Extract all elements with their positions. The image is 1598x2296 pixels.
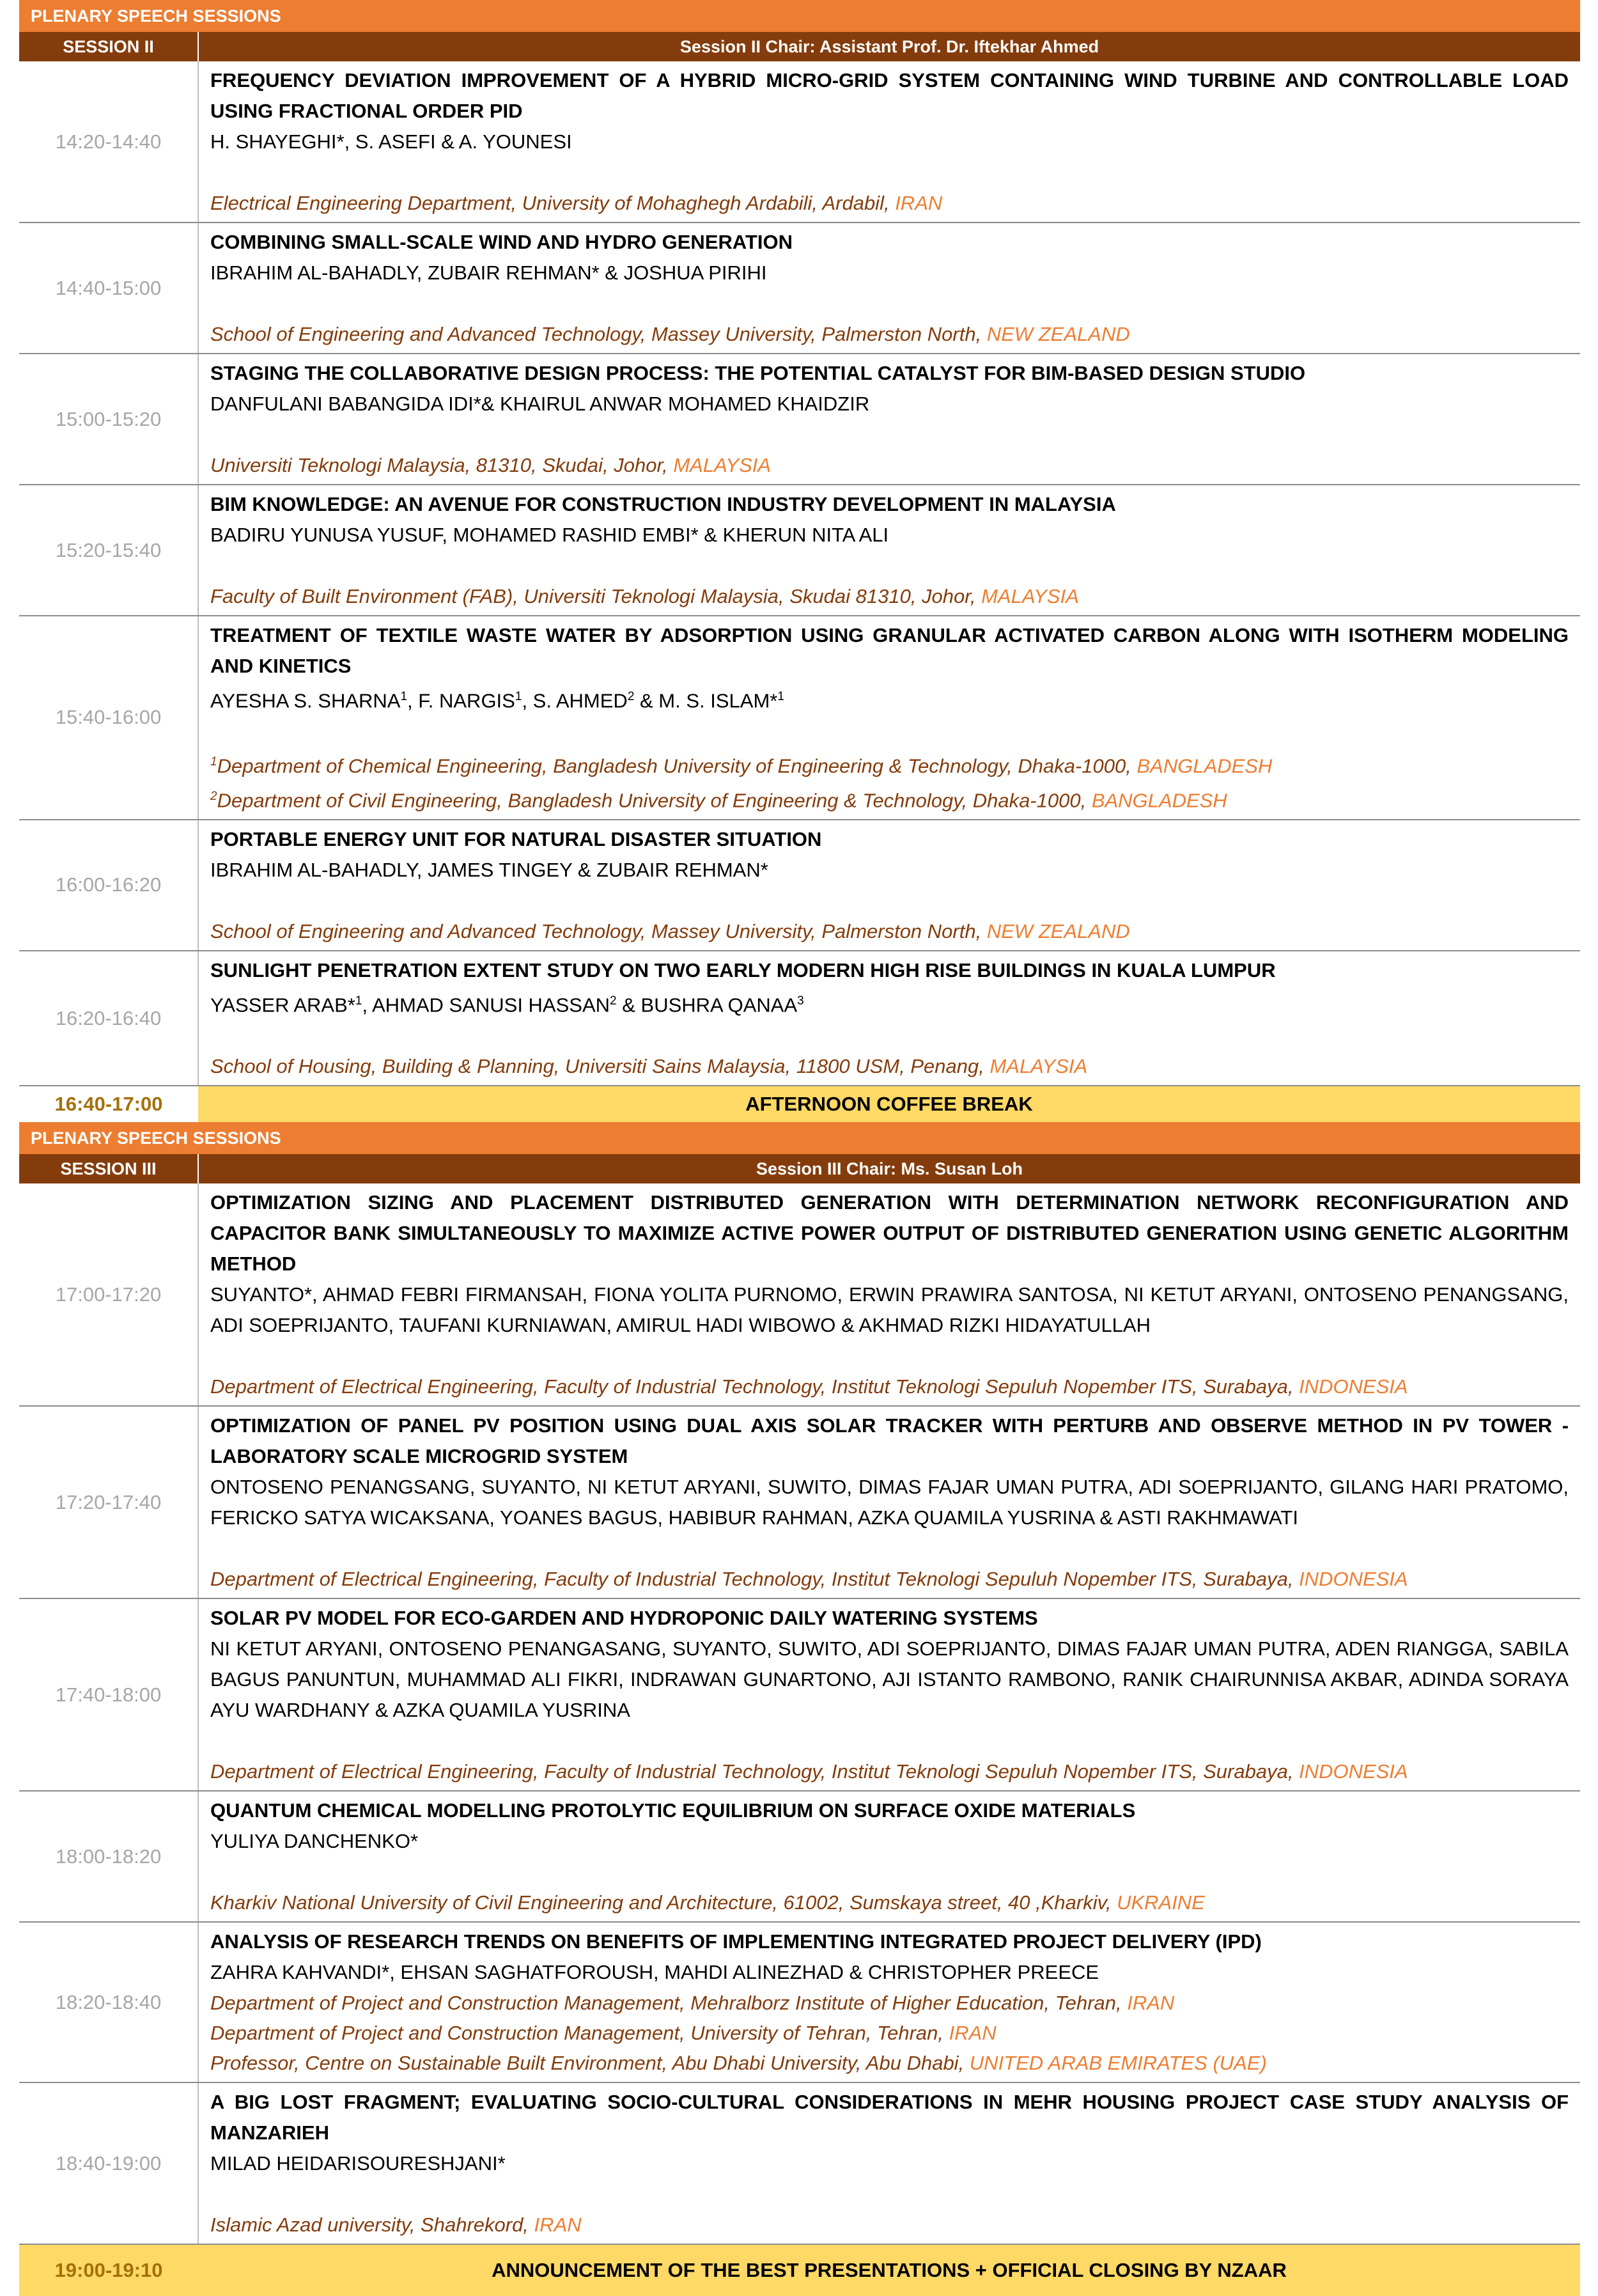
paper-authors: ZAHRA KAHVANDI*, EHSAN SAGHATFOROUSH, MAHDI ALINEZHAD & CHRISTOPHER PREECE bbox=[210, 1961, 1099, 1984]
spacer bbox=[210, 1341, 1569, 1371]
author-name: AYESHA S. SHARNA bbox=[210, 689, 401, 712]
affiliation-institution: Department of Project and Construction Management, University of Tehran, Tehran, bbox=[210, 2022, 949, 2045]
spacer bbox=[210, 1857, 1569, 1887]
paper-time: 16:20-16:40 bbox=[19, 951, 198, 1086]
author-name: & BUSHRA QANAA bbox=[616, 994, 798, 1017]
paper-details bbox=[198, 354, 1580, 485]
affiliation-country: BANGLADESH bbox=[1136, 754, 1273, 777]
affiliation-institution: Electrical Engineering Department, University of Mohaghegh Ardabili, Ardabil, bbox=[210, 192, 896, 214]
author-affiliation-mark: 1 bbox=[400, 690, 408, 703]
paper-time: 16:00-16:20 bbox=[19, 820, 198, 951]
paper-affiliation bbox=[210, 581, 1569, 611]
paper-title: QUANTUM CHEMICAL MODELLING PROTOLYTIC EQUILIBRIUM ON SURFACE OXIDE MATERIALS bbox=[210, 1799, 1136, 1822]
paper-authors: IBRAHIM AL-BAHADLY, ZUBAIR REHMAN* & JOSHUA PIRIHI bbox=[210, 262, 767, 284]
paper-time: 17:00-17:20 bbox=[19, 1183, 198, 1406]
affiliation-institution: Universiti Teknologi Malaysia, 81310, Skudai, Johor, bbox=[210, 454, 674, 476]
affiliation-institution: Islamic Azad university, Shahrekord, bbox=[210, 2214, 534, 2237]
paper-affiliation bbox=[210, 188, 1569, 218]
affiliation-country: MALAYSIA bbox=[981, 585, 1079, 607]
paper-authors bbox=[210, 986, 1569, 1020]
affiliation-institution: Department of Electrical Engineering, Faculty of Industrial Technology, Institut Teknologi Sepuluh Nopember ITS, Surabaya, bbox=[210, 1375, 1299, 1398]
spacer bbox=[210, 551, 1569, 581]
paper-title: OPTIMIZATION OF PANEL PV POSITION USING DUAL AXIS SOLAR TRACKER WITH PERTURB AND OBSERVE METHOD IN PV TOWER - LABORATORY SCALE MICROGRID SYSTEM bbox=[210, 1414, 1569, 1468]
affiliation-institution: Kharkiv National University of Civil Engineering and Architecture, 61002, Sumskaya street, 40 ,Kharkiv, bbox=[210, 1891, 1117, 1914]
paper-authors: YULIYA DANCHENKO* bbox=[210, 1830, 419, 1853]
paper-affiliation bbox=[210, 1756, 1569, 1786]
paper-authors: ONTOSENO PENANGSANG, SUYANTO, NI KETUT ARYANI, SUWITO, DIMAS FAJAR UMAN PUTRA, ADI SOEPRIJANTO, GILANG HARI PRATOMO, FERICKO SATYA WICAKSANA, YOANES BAGUS, HABIBUR RAHMAN, AZKA QUAMILA YUSRINA & ASTI RAKHMAWATI bbox=[210, 1476, 1569, 1529]
author-affiliation-mark: 3 bbox=[797, 994, 804, 1008]
affiliation-country: MALAYSIA bbox=[673, 454, 772, 476]
author-affiliation-mark: 2 bbox=[610, 994, 617, 1008]
paper-details bbox=[198, 1406, 1580, 1598]
paper-details bbox=[198, 951, 1580, 1086]
paper-affiliation bbox=[210, 2210, 1569, 2240]
affiliation-country: UKRAINE bbox=[1117, 1891, 1205, 1914]
plenary-header bbox=[19, 0, 1580, 32]
paper-row bbox=[19, 951, 1580, 1086]
paper-details bbox=[198, 1598, 1580, 1791]
coffee-break-label: AFTERNOON COFFEE BREAK bbox=[198, 1086, 1580, 1122]
paper-affiliation bbox=[210, 781, 1569, 815]
affiliation-country: IRAN bbox=[534, 2214, 582, 2237]
spacer bbox=[210, 1726, 1569, 1756]
paper-row bbox=[19, 1922, 1580, 2082]
paper-details bbox=[198, 485, 1580, 616]
paper-details bbox=[198, 1183, 1580, 1406]
paper-title: FREQUENCY DEVIATION IMPROVEMENT OF A HYBRID MICRO-GRID SYSTEM CONTAINING WIND TURBINE AND CONTROLLABLE LOAD USING FRACTIONAL ORDER PID bbox=[210, 69, 1569, 122]
author-name: , F. NARGIS bbox=[407, 689, 515, 712]
program-schedule bbox=[19, 0, 1580, 2296]
affiliation-country: MALAYSIA bbox=[989, 1055, 1088, 1078]
paper-row bbox=[19, 61, 1580, 223]
paper-affiliation bbox=[210, 1988, 1569, 2018]
author-affiliation-mark: 1 bbox=[355, 994, 362, 1008]
affiliation-country: UNITED ARAB EMIRATES (UAE) bbox=[969, 2052, 1267, 2075]
paper-title: OPTIMIZATION SIZING AND PLACEMENT DISTRIBUTED GENERATION WITH DETERMINATION NETWORK RECONFIGURATION AND CAPACITOR BANK SIMULTANEOUSLY TO MAXIMIZE ACTIVE POWER OUTPUT OF DISTRIBUTED GENERATION USING GENETIC ALGORITHM METHOD bbox=[210, 1191, 1569, 1276]
paper-authors: BADIRU YUNUSA YUSUF, MOHAMED RASHID EMBI* & KHERUN NITA ALI bbox=[210, 524, 889, 546]
paper-affiliation bbox=[210, 1887, 1569, 1917]
affiliation-country: INDONESIA bbox=[1299, 1760, 1408, 1783]
paper-authors: IBRAHIM AL-BAHADLY, JAMES TINGEY & ZUBAIR REHMAN* bbox=[210, 858, 768, 881]
paper-affiliation bbox=[210, 319, 1569, 349]
paper-title: A BIG LOST FRAGMENT; EVALUATING SOCIO-CULTURAL CONSIDERATIONS IN MEHR HOUSING PROJECT CASE STUDY ANALYSIS OF MANZARIEH bbox=[210, 2091, 1569, 2144]
paper-time: 15:00-15:20 bbox=[19, 354, 198, 485]
paper-affiliation bbox=[210, 2048, 1569, 2078]
affiliation-mark: 2 bbox=[210, 789, 217, 803]
paper-authors: SUYANTO*, AHMAD FEBRI FIRMANSAH, FIONA YOLITA PURNOMO, ERWIN PRAWIRA SANTOSA, NI KETUT ARYANI, ONTOSENO PENANGSANG, ADI SOEPRIJANTO, TAUFANI KURNIAWAN, AMIRUL HADI WIBOWO & AKHMAD RIZKI HIDAYATULLAH bbox=[210, 1283, 1569, 1337]
affiliation-mark: 1 bbox=[210, 755, 217, 769]
spacer bbox=[210, 1533, 1569, 1564]
paper-authors bbox=[210, 682, 1569, 716]
paper-authors: DANFULANI BABANGIDA IDI*& KHAIRUL ANWAR MOHAMED KHAIDZIR bbox=[210, 393, 870, 415]
spacer bbox=[210, 2179, 1569, 2210]
affiliation-institution: Professor, Centre on Sustainable Built Environment, Abu Dhabi University, Abu Dhabi, bbox=[210, 2052, 970, 2075]
author-name: YASSER ARAB* bbox=[210, 994, 355, 1017]
affiliation-country: IRAN bbox=[895, 192, 943, 214]
spacer bbox=[210, 419, 1569, 450]
paper-title: TREATMENT OF TEXTILE WASTE WATER BY ADSORPTION USING GRANULAR ACTIVATED CARBON ALONG WITH ISOTHERM MODELING AND KINETICS bbox=[210, 624, 1569, 677]
affiliation-institution: School of Engineering and Advanced Technology, Massey University, Palmerston North, bbox=[210, 919, 987, 942]
session-name: SESSION III bbox=[19, 1154, 198, 1183]
paper-time: 18:40-19:00 bbox=[19, 2082, 198, 2244]
paper-row bbox=[19, 1406, 1580, 1598]
paper-details bbox=[198, 1922, 1580, 2082]
paper-affiliation bbox=[210, 916, 1569, 946]
paper-row bbox=[19, 223, 1580, 354]
closing-row bbox=[19, 2244, 1580, 2296]
affiliation-country: NEW ZEALAND bbox=[986, 323, 1130, 345]
affiliation-institution: Department of Electrical Engineering, Faculty of Industrial Technology, Institut Teknologi Sepuluh Nopember ITS, Surabaya, bbox=[210, 1760, 1299, 1783]
coffee-break-row bbox=[19, 1086, 1580, 1122]
author-affiliation-mark: 1 bbox=[777, 690, 784, 703]
affiliation-country: IRAN bbox=[1127, 1992, 1175, 2015]
spacer bbox=[210, 157, 1569, 188]
affiliation-institution: Department of Civil Engineering, Bangladesh University of Engineering & Technology, Dhaka-1000, bbox=[217, 788, 1092, 811]
session-name: SESSION II bbox=[19, 32, 198, 61]
spacer bbox=[210, 716, 1569, 747]
paper-time: 14:40-15:00 bbox=[19, 223, 198, 354]
author-affiliation-mark: 1 bbox=[515, 690, 522, 703]
paper-title: COMBINING SMALL-SCALE WIND AND HYDRO GENERATION bbox=[210, 231, 793, 253]
session-chair: Session III Chair: Ms. Susan Loh bbox=[198, 1154, 1580, 1183]
spacer bbox=[210, 1020, 1569, 1051]
paper-authors: NI KETUT ARYANI, ONTOSENO PENANGASANG, SUYANTO, SUWITO, ADI SOEPRIJANTO, DIMAS FAJAR UMAN PUTRA, ADEN RIANGGA, SABILA BAGUS PANUNTUN, MUHAMMAD ALI FIKRI, INDRAWAN GUNARTONO, AJI ISTANTO RAMBONO, RANIK CHAIRUNNISA AKBAR, ADINDA SORAYA AYU WARDHANY & AZKA QUAMILA YUSRINA bbox=[210, 1637, 1569, 1722]
paper-title: SOLAR PV MODEL FOR ECO-GARDEN AND HYDROPONIC DAILY WATERING SYSTEMS bbox=[210, 1607, 1038, 1630]
affiliation-institution: Department of Project and Construction Management, Mehralborz Institute of Higher Education, Tehran, bbox=[210, 1992, 1128, 2015]
paper-title: ANALYSIS OF RESEARCH TRENDS ON BENEFITS OF IMPLEMENTING INTEGRATED PROJECT DELIVERY (IPD) bbox=[210, 1930, 1262, 1953]
plenary-header bbox=[19, 1122, 1580, 1154]
spacer bbox=[210, 288, 1569, 319]
paper-row bbox=[19, 1183, 1580, 1406]
affiliation-institution: Department of Chemical Engineering, Bangladesh University of Engineering & Technology, Dhaka-1000, bbox=[217, 754, 1137, 777]
paper-details bbox=[198, 820, 1580, 951]
affiliation-institution: School of Engineering and Advanced Technology, Massey University, Palmerston North, bbox=[210, 323, 987, 345]
paper-time: 15:40-16:00 bbox=[19, 616, 198, 820]
schedule-table bbox=[19, 0, 1580, 2296]
paper-row bbox=[19, 820, 1580, 951]
author-name: , S. AHMED bbox=[522, 689, 628, 712]
paper-title: PORTABLE ENERGY UNIT FOR NATURAL DISASTER SITUATION bbox=[210, 827, 822, 850]
paper-details bbox=[198, 61, 1580, 223]
affiliation-country: INDONESIA bbox=[1299, 1375, 1408, 1398]
session-header bbox=[19, 1154, 1580, 1183]
author-name: , AHMAD SANUSI HASSAN bbox=[362, 994, 610, 1017]
paper-row bbox=[19, 354, 1580, 485]
paper-time: 17:20-17:40 bbox=[19, 1406, 198, 1598]
paper-title: BIM KNOWLEDGE: AN AVENUE FOR CONSTRUCTION INDUSTRY DEVELOPMENT IN MALAYSIA bbox=[210, 493, 1116, 515]
plenary-label: PLENARY SPEECH SESSIONS bbox=[19, 1122, 1580, 1154]
paper-row bbox=[19, 616, 1580, 820]
paper-affiliation bbox=[210, 1371, 1569, 1402]
paper-details bbox=[198, 616, 1580, 820]
paper-time: 14:20-14:40 bbox=[19, 61, 198, 223]
author-name: & M. S. ISLAM* bbox=[634, 689, 778, 712]
paper-time: 17:40-18:00 bbox=[19, 1598, 198, 1791]
affiliation-country: BANGLADESH bbox=[1091, 788, 1227, 811]
affiliation-country: INDONESIA bbox=[1299, 1568, 1408, 1591]
affiliation-country: IRAN bbox=[949, 2022, 997, 2045]
paper-row bbox=[19, 1791, 1580, 1922]
paper-affiliation bbox=[210, 747, 1569, 781]
closing-time: 19:00-19:10 bbox=[19, 2244, 198, 2296]
paper-authors: MILAD HEIDARISOURESHJANI* bbox=[210, 2152, 506, 2175]
session-chair: Session II Chair: Assistant Prof. Dr. Iftekhar Ahmed bbox=[198, 32, 1580, 61]
paper-affiliation bbox=[210, 2018, 1569, 2048]
author-affiliation-mark: 2 bbox=[627, 690, 635, 703]
paper-affiliation bbox=[210, 450, 1569, 480]
paper-row bbox=[19, 1598, 1580, 1791]
coffee-break-time: 16:40-17:00 bbox=[19, 1086, 198, 1122]
paper-row bbox=[19, 485, 1580, 616]
paper-details bbox=[198, 223, 1580, 354]
paper-time: 15:20-15:40 bbox=[19, 485, 198, 616]
closing-label: ANNOUNCEMENT OF THE BEST PRESENTATIONS + OFFICIAL CLOSING BY NZAAR bbox=[198, 2244, 1580, 2296]
paper-details bbox=[198, 1791, 1580, 1922]
paper-affiliation bbox=[210, 1051, 1569, 1081]
paper-time: 18:00-18:20 bbox=[19, 1791, 198, 1922]
spacer bbox=[210, 886, 1569, 916]
affiliation-institution: Faculty of Built Environment (FAB), Universiti Teknologi Malaysia, Skudai 81310, Johor, bbox=[210, 585, 982, 607]
paper-time: 18:20-18:40 bbox=[19, 1922, 198, 2082]
paper-details bbox=[198, 2082, 1580, 2244]
affiliation-institution: Department of Electrical Engineering, Faculty of Industrial Technology, Institut Teknologi Sepuluh Nopember ITS, Surabaya, bbox=[210, 1568, 1299, 1591]
paper-authors: H. SHAYEGHI*, S. ASEFI & A. YOUNESI bbox=[210, 130, 572, 153]
affiliation-country: NEW ZEALAND bbox=[986, 919, 1130, 942]
session-header bbox=[19, 32, 1580, 61]
paper-title: STAGING THE COLLABORATIVE DESIGN PROCESS: THE POTENTIAL CATALYST FOR BIM-BASED DESIGN STUDIO bbox=[210, 362, 1306, 384]
paper-row bbox=[19, 2082, 1580, 2244]
affiliation-institution: School of Housing, Building & Planning, Universiti Sains Malaysia, 11800 USM, Penang, bbox=[210, 1055, 990, 1078]
plenary-label: PLENARY SPEECH SESSIONS bbox=[19, 0, 1580, 32]
paper-title: SUNLIGHT PENETRATION EXTENT STUDY ON TWO EARLY MODERN HIGH RISE BUILDINGS IN KUALA LUMPUR bbox=[210, 958, 1276, 981]
paper-affiliation bbox=[210, 1564, 1569, 1594]
